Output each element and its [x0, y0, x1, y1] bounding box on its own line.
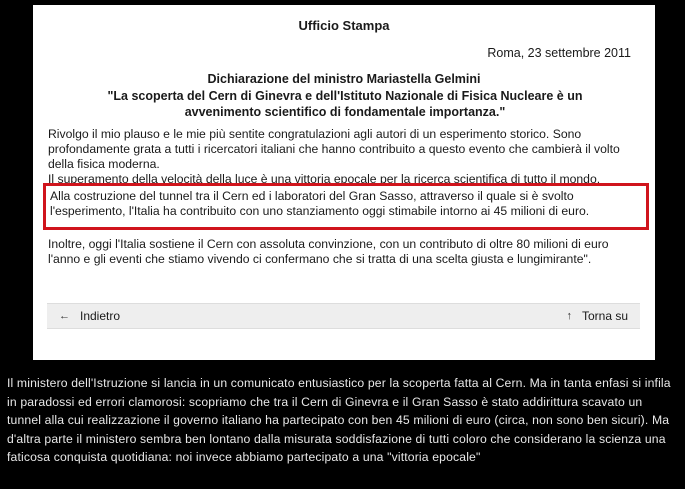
press-release-panel [33, 5, 655, 360]
back-link[interactable] [59, 309, 120, 323]
back-to-top-link[interactable] [566, 309, 628, 323]
paragraph-congratulations [48, 127, 644, 187]
back-to-top-label: Torna su [581, 309, 628, 323]
image-caption: Il ministero dell'Istruzione si lancia in un comunicato entusiastico per la scoperta fatta al Cern. Ma in tanta enfasi si infila in paradossi ed errori clamorosi: scopriamo che tra il Cern di Ginevra e il Gran Sasso è stato addirittura scavato un tunnel alla cui realizzazione il governo italiano ha partecipato con ben 45 milioni di euro (circa, non sono ben sicuri). Ma d'altra parte il ministero sembra ben lontano dalla misurata soddisfazione di tutti coloro che considerano la scienza una faticosa conquista quotidiana: noi invece abbiamo partecipato a una "vittoria epocale" [7, 376, 671, 464]
declaration-heading: Dichiarazione del ministro Mariastella Gelmini [207, 72, 481, 86]
navigation-bar [47, 303, 640, 329]
paragraph-line: Rivolgo il mio plauso e le mie più sentite congratulazioni agli autori di un esperimento storico. Sono profondamente grata a tutti i ricercatori italiani che hanno contribuito a questo evento che cambierà il volto della fisica moderna. [48, 127, 620, 171]
release-date: Roma, 23 settembre 2011 [487, 46, 631, 60]
paragraph-line: Il superamento della velocità della luce è una vittoria epocale per la ricerca scientifica di tutto il mondo. [48, 172, 601, 186]
highlighted-paragraph: Alla costruzione del tunnel tra il Cern ed i laboratori del Gran Sasso, attraverso il quale si è svolto l'esperimento, l'Italia ha contribuito con uno stanziamento oggi stimabile intorno ai 45 milioni di euro. [43, 183, 649, 230]
arrow-up-icon: ↑ [566, 310, 572, 322]
arrow-left-icon: ← [59, 310, 70, 322]
back-link-label: Indietro [80, 309, 121, 323]
office-title: Ufficio Stampa [298, 18, 390, 33]
declaration-quote: "La scoperta del Cern di Ginevra e dell'Istituto Nazionale di Fisica Nucleare è un avvenimento scientifico di fondamentale importanza." [107, 89, 583, 119]
paragraph-support: Inoltre, oggi l'Italia sostiene il Cern con assoluta convinzione, con un contributo di oltre 80 milioni di euro l'anno e gli eventi che stiamo vivendo ci confermano che si tratta di una scelta giusta e lungimirante". [48, 237, 609, 266]
